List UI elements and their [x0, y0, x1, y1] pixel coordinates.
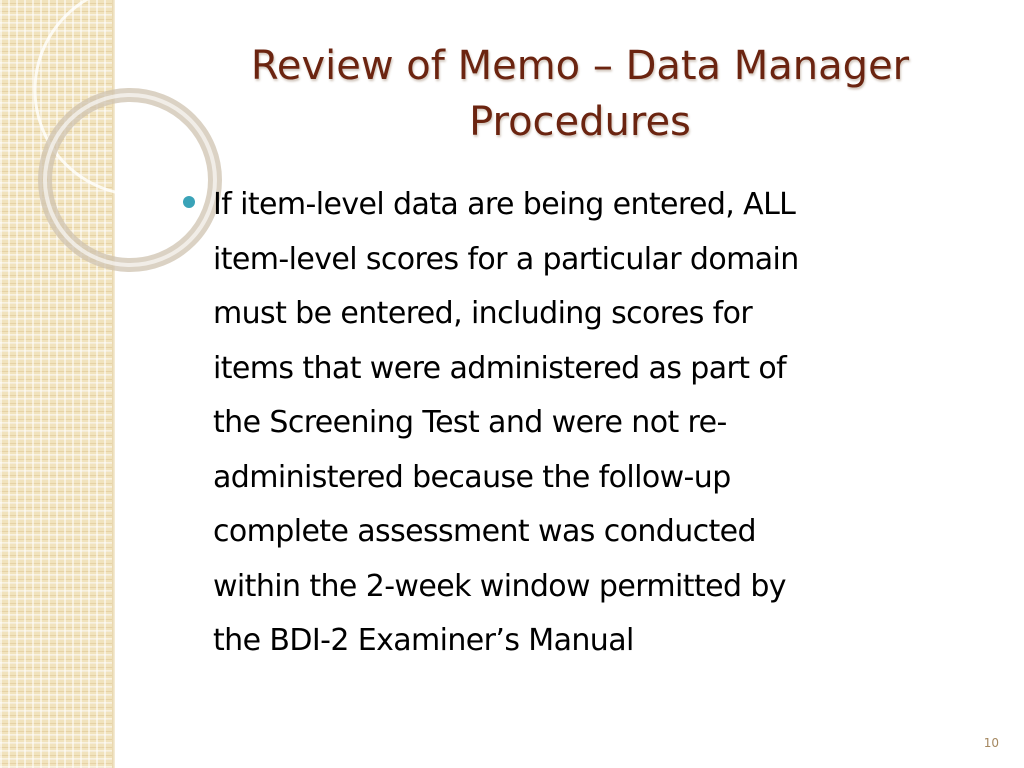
bullet-text-line: complete assessment was conducted: [213, 514, 756, 549]
slide-title: [150, 38, 1010, 150]
bullet-text-line: must be entered, including scores for: [213, 296, 753, 331]
bullet-text-line: If item-level data are being entered, ALL: [213, 187, 796, 222]
bullet-text-line: the BDI-2 Examiner’s Manual: [213, 623, 634, 658]
page-number: 10: [983, 736, 999, 750]
bullet-dot-icon: [183, 196, 195, 208]
bullet-text-line: the Screening Test and were not re-: [213, 405, 727, 440]
bullet-item: [183, 178, 983, 669]
slide-title-line-2: Procedures: [469, 99, 691, 145]
slide-body: [183, 178, 983, 669]
bullet-text-line: within the 2-week window permitted by: [213, 568, 786, 604]
slide-title-line-1: Review of Memo – Data Manager: [250, 43, 910, 89]
bullet-text-line: item-level scores for a particular domain: [213, 241, 799, 277]
bullet-text-line: items that were administered as part of: [213, 350, 787, 386]
bullet-text-line: administered because the follow-up: [213, 459, 731, 495]
